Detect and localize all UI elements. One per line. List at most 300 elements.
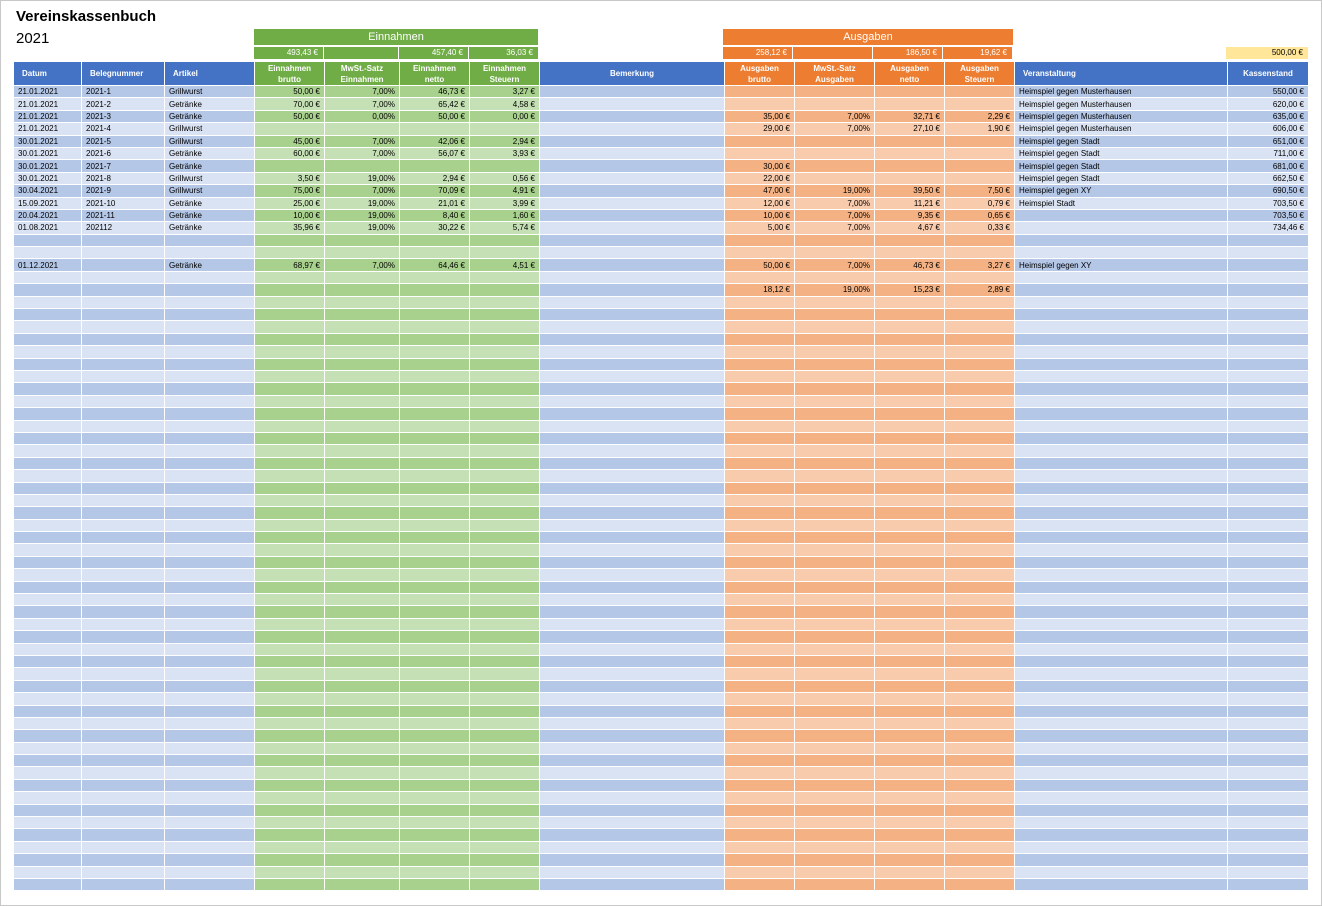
cell-bemerkung[interactable]: [540, 432, 725, 444]
cell-mwst-ausgaben[interactable]: [795, 817, 875, 829]
cell-veranstaltung[interactable]: [1015, 321, 1228, 333]
cell-artikel[interactable]: Grillwurst: [165, 123, 255, 135]
cell-einnahmen-steuern[interactable]: [470, 470, 540, 482]
expense-tax-total[interactable]: 19,62 €: [943, 47, 1012, 59]
cell-artikel[interactable]: [165, 755, 255, 767]
cell-datum[interactable]: [14, 383, 82, 395]
cell-ausgaben-netto[interactable]: [875, 160, 945, 172]
cell-bemerkung[interactable]: [540, 779, 725, 791]
cell-ausgaben-netto[interactable]: [875, 370, 945, 382]
col-header-einnahmen-steuern[interactable]: Einnahmen Steuern: [470, 62, 540, 86]
cell-veranstaltung[interactable]: [1015, 730, 1228, 742]
cell-bemerkung[interactable]: [540, 594, 725, 606]
cell-ausgaben-brutto[interactable]: [725, 556, 795, 568]
cell-einnahmen-steuern[interactable]: [470, 879, 540, 891]
cell-einnahmen-netto[interactable]: [400, 717, 470, 729]
cell-kassenstand[interactable]: [1228, 482, 1309, 494]
cell-einnahmen-netto[interactable]: 30,22 €: [400, 222, 470, 234]
cell-artikel[interactable]: [165, 519, 255, 531]
cell-belegnummer[interactable]: 2021-8: [82, 172, 165, 184]
cell-mwst-ausgaben[interactable]: 19,00%: [795, 284, 875, 296]
cell-einnahmen-netto[interactable]: 8,40 €: [400, 209, 470, 221]
cell-einnahmen-steuern[interactable]: [470, 160, 540, 172]
cell-mwst-einnahmen[interactable]: [325, 829, 400, 841]
cell-artikel[interactable]: [165, 693, 255, 705]
cell-einnahmen-brutto[interactable]: [255, 693, 325, 705]
cell-ausgaben-netto[interactable]: [875, 333, 945, 345]
cell-einnahmen-steuern[interactable]: [470, 494, 540, 506]
cell-bemerkung[interactable]: [540, 556, 725, 568]
cell-belegnummer[interactable]: [82, 792, 165, 804]
cell-kassenstand[interactable]: [1228, 606, 1309, 618]
cell-einnahmen-brutto[interactable]: [255, 705, 325, 717]
cell-ausgaben-steuern[interactable]: [945, 358, 1015, 370]
cell-einnahmen-netto[interactable]: 64,46 €: [400, 259, 470, 271]
cell-ausgaben-netto[interactable]: [875, 321, 945, 333]
cell-mwst-einnahmen[interactable]: [325, 482, 400, 494]
cell-ausgaben-netto[interactable]: [875, 767, 945, 779]
cell-datum[interactable]: [14, 841, 82, 853]
cell-einnahmen-brutto[interactable]: [255, 519, 325, 531]
cell-mwst-einnahmen[interactable]: [325, 792, 400, 804]
cell-einnahmen-steuern[interactable]: [470, 346, 540, 358]
cell-belegnummer[interactable]: [82, 730, 165, 742]
cell-veranstaltung[interactable]: [1015, 507, 1228, 519]
cell-belegnummer[interactable]: 2021-7: [82, 160, 165, 172]
cell-bemerkung[interactable]: [540, 507, 725, 519]
cell-artikel[interactable]: [165, 482, 255, 494]
cell-artikel[interactable]: [165, 866, 255, 878]
cell-ausgaben-brutto[interactable]: [725, 482, 795, 494]
cell-datum[interactable]: [14, 309, 82, 321]
cell-einnahmen-brutto[interactable]: 25,00 €: [255, 197, 325, 209]
cell-veranstaltung[interactable]: [1015, 680, 1228, 692]
cell-ausgaben-brutto[interactable]: [725, 234, 795, 246]
cell-mwst-ausgaben[interactable]: [795, 172, 875, 184]
cell-einnahmen-netto[interactable]: [400, 432, 470, 444]
cell-veranstaltung[interactable]: [1015, 247, 1228, 259]
cell-kassenstand[interactable]: [1228, 705, 1309, 717]
cell-mwst-ausgaben[interactable]: [795, 432, 875, 444]
cell-einnahmen-steuern[interactable]: [470, 866, 540, 878]
cell-veranstaltung[interactable]: [1015, 209, 1228, 221]
cell-datum[interactable]: [14, 482, 82, 494]
cell-mwst-ausgaben[interactable]: [795, 829, 875, 841]
cell-belegnummer[interactable]: [82, 457, 165, 469]
cell-ausgaben-brutto[interactable]: [725, 804, 795, 816]
cell-einnahmen-netto[interactable]: [400, 755, 470, 767]
cell-ausgaben-netto[interactable]: [875, 346, 945, 358]
cell-ausgaben-netto[interactable]: [875, 742, 945, 754]
cell-mwst-einnahmen[interactable]: [325, 321, 400, 333]
cell-mwst-ausgaben[interactable]: [795, 420, 875, 432]
cell-einnahmen-brutto[interactable]: [255, 556, 325, 568]
cell-bemerkung[interactable]: [540, 817, 725, 829]
cell-bemerkung[interactable]: [540, 147, 725, 159]
cell-veranstaltung[interactable]: [1015, 829, 1228, 841]
cell-ausgaben-brutto[interactable]: [725, 358, 795, 370]
cell-datum[interactable]: [14, 717, 82, 729]
col-header-einnahmen-brutto[interactable]: Einnahmen brutto: [255, 62, 325, 86]
cell-mwst-ausgaben[interactable]: [795, 866, 875, 878]
cell-ausgaben-netto[interactable]: 15,23 €: [875, 284, 945, 296]
cell-einnahmen-steuern[interactable]: [470, 730, 540, 742]
cell-einnahmen-brutto[interactable]: [255, 507, 325, 519]
cell-artikel[interactable]: [165, 532, 255, 544]
cell-ausgaben-brutto[interactable]: [725, 346, 795, 358]
cell-mwst-ausgaben[interactable]: 7,00%: [795, 123, 875, 135]
cell-ausgaben-steuern[interactable]: [945, 408, 1015, 420]
cell-ausgaben-netto[interactable]: [875, 98, 945, 110]
cell-belegnummer[interactable]: [82, 470, 165, 482]
cell-einnahmen-brutto[interactable]: 75,00 €: [255, 185, 325, 197]
cell-ausgaben-steuern[interactable]: [945, 631, 1015, 643]
cell-kassenstand[interactable]: [1228, 879, 1309, 891]
cell-ausgaben-brutto[interactable]: 47,00 €: [725, 185, 795, 197]
cell-artikel[interactable]: [165, 792, 255, 804]
cell-ausgaben-steuern[interactable]: [945, 581, 1015, 593]
cell-mwst-einnahmen[interactable]: [325, 817, 400, 829]
cell-veranstaltung[interactable]: [1015, 581, 1228, 593]
cell-artikel[interactable]: Getränke: [165, 259, 255, 271]
cell-einnahmen-netto[interactable]: [400, 309, 470, 321]
cell-ausgaben-steuern[interactable]: [945, 606, 1015, 618]
cell-einnahmen-steuern[interactable]: [470, 271, 540, 283]
cell-mwst-einnahmen[interactable]: [325, 247, 400, 259]
cell-einnahmen-steuern[interactable]: [470, 705, 540, 717]
cell-datum[interactable]: [14, 705, 82, 717]
cell-bemerkung[interactable]: [540, 841, 725, 853]
cell-einnahmen-steuern[interactable]: [470, 123, 540, 135]
cell-ausgaben-brutto[interactable]: [725, 98, 795, 110]
cell-ausgaben-steuern[interactable]: [945, 147, 1015, 159]
cell-artikel[interactable]: Getränke: [165, 110, 255, 122]
cell-veranstaltung[interactable]: Heimspiel Stadt: [1015, 197, 1228, 209]
cell-kassenstand[interactable]: 635,00 €: [1228, 110, 1309, 122]
cell-ausgaben-steuern[interactable]: [945, 321, 1015, 333]
cell-einnahmen-brutto[interactable]: [255, 395, 325, 407]
cell-datum[interactable]: 21.01.2021: [14, 98, 82, 110]
cell-einnahmen-steuern[interactable]: [470, 333, 540, 345]
cell-mwst-einnahmen[interactable]: 19,00%: [325, 222, 400, 234]
cell-datum[interactable]: [14, 581, 82, 593]
cell-einnahmen-brutto[interactable]: [255, 457, 325, 469]
cell-belegnummer[interactable]: [82, 755, 165, 767]
cell-datum[interactable]: [14, 247, 82, 259]
cell-ausgaben-netto[interactable]: [875, 420, 945, 432]
cell-mwst-einnahmen[interactable]: 0,00%: [325, 110, 400, 122]
cell-einnahmen-brutto[interactable]: [255, 581, 325, 593]
cell-ausgaben-brutto[interactable]: [725, 370, 795, 382]
cell-einnahmen-steuern[interactable]: [470, 284, 540, 296]
cell-mwst-ausgaben[interactable]: [795, 135, 875, 147]
cell-ausgaben-netto[interactable]: [875, 655, 945, 667]
cell-datum[interactable]: [14, 271, 82, 283]
cell-datum[interactable]: [14, 358, 82, 370]
cell-einnahmen-steuern[interactable]: [470, 680, 540, 692]
cell-einnahmen-brutto[interactable]: [255, 606, 325, 618]
cell-belegnummer[interactable]: [82, 879, 165, 891]
cell-mwst-ausgaben[interactable]: [795, 730, 875, 742]
cell-ausgaben-brutto[interactable]: [725, 655, 795, 667]
cell-ausgaben-netto[interactable]: [875, 494, 945, 506]
cell-bemerkung[interactable]: [540, 110, 725, 122]
cell-ausgaben-steuern[interactable]: [945, 829, 1015, 841]
cell-artikel[interactable]: [165, 841, 255, 853]
cell-einnahmen-netto[interactable]: [400, 234, 470, 246]
cell-veranstaltung[interactable]: [1015, 420, 1228, 432]
cell-einnahmen-netto[interactable]: [400, 370, 470, 382]
cell-einnahmen-steuern[interactable]: [470, 420, 540, 432]
cell-ausgaben-steuern[interactable]: 0,79 €: [945, 197, 1015, 209]
cell-bemerkung[interactable]: [540, 123, 725, 135]
cell-datum[interactable]: 30.01.2021: [14, 160, 82, 172]
cell-einnahmen-netto[interactable]: [400, 767, 470, 779]
cell-kassenstand[interactable]: [1228, 346, 1309, 358]
cell-ausgaben-steuern[interactable]: [945, 271, 1015, 283]
cell-ausgaben-netto[interactable]: [875, 730, 945, 742]
cell-kassenstand[interactable]: [1228, 470, 1309, 482]
cell-ausgaben-brutto[interactable]: [725, 680, 795, 692]
cell-ausgaben-brutto[interactable]: [725, 296, 795, 308]
cell-mwst-ausgaben[interactable]: [795, 494, 875, 506]
cell-datum[interactable]: [14, 767, 82, 779]
cell-datum[interactable]: [14, 829, 82, 841]
cell-bemerkung[interactable]: [540, 135, 725, 147]
cell-mwst-ausgaben[interactable]: [795, 321, 875, 333]
cell-einnahmen-steuern[interactable]: [470, 668, 540, 680]
cell-belegnummer[interactable]: [82, 370, 165, 382]
cell-ausgaben-brutto[interactable]: [725, 271, 795, 283]
cell-bemerkung[interactable]: [540, 854, 725, 866]
cell-einnahmen-netto[interactable]: [400, 494, 470, 506]
cell-ausgaben-steuern[interactable]: [945, 507, 1015, 519]
cell-artikel[interactable]: [165, 829, 255, 841]
cell-einnahmen-steuern[interactable]: 3,99 €: [470, 197, 540, 209]
cell-einnahmen-brutto[interactable]: [255, 569, 325, 581]
cell-kassenstand[interactable]: 734,46 €: [1228, 222, 1309, 234]
cell-ausgaben-netto[interactable]: [875, 792, 945, 804]
cell-kassenstand[interactable]: [1228, 271, 1309, 283]
cell-bemerkung[interactable]: [540, 370, 725, 382]
cell-ausgaben-brutto[interactable]: [725, 829, 795, 841]
cell-ausgaben-brutto[interactable]: [725, 532, 795, 544]
cell-veranstaltung[interactable]: [1015, 309, 1228, 321]
cell-datum[interactable]: [14, 755, 82, 767]
cell-ausgaben-netto[interactable]: [875, 457, 945, 469]
cell-ausgaben-netto[interactable]: [875, 519, 945, 531]
cell-ausgaben-brutto[interactable]: [725, 333, 795, 345]
cell-einnahmen-netto[interactable]: [400, 668, 470, 680]
cell-ausgaben-steuern[interactable]: [945, 643, 1015, 655]
cell-artikel[interactable]: [165, 383, 255, 395]
cell-mwst-einnahmen[interactable]: [325, 755, 400, 767]
cell-datum[interactable]: [14, 507, 82, 519]
cell-ausgaben-brutto[interactable]: [725, 866, 795, 878]
cell-ausgaben-steuern[interactable]: [945, 135, 1015, 147]
cell-belegnummer[interactable]: [82, 655, 165, 667]
cell-ausgaben-netto[interactable]: 11,21 €: [875, 197, 945, 209]
cell-mwst-einnahmen[interactable]: [325, 655, 400, 667]
cell-einnahmen-brutto[interactable]: [255, 420, 325, 432]
cell-ausgaben-steuern[interactable]: [945, 841, 1015, 853]
cell-einnahmen-steuern[interactable]: [470, 618, 540, 630]
cell-einnahmen-netto[interactable]: [400, 358, 470, 370]
cell-einnahmen-steuern[interactable]: [470, 792, 540, 804]
cell-belegnummer[interactable]: [82, 705, 165, 717]
cell-veranstaltung[interactable]: Heimspiel gegen Stadt: [1015, 172, 1228, 184]
cell-belegnummer[interactable]: [82, 284, 165, 296]
cell-datum[interactable]: [14, 420, 82, 432]
cell-ausgaben-brutto[interactable]: [725, 507, 795, 519]
cell-ausgaben-steuern[interactable]: [945, 370, 1015, 382]
cell-bemerkung[interactable]: [540, 569, 725, 581]
cell-einnahmen-steuern[interactable]: [470, 556, 540, 568]
cell-kassenstand[interactable]: [1228, 408, 1309, 420]
cell-artikel[interactable]: [165, 779, 255, 791]
cell-mwst-einnahmen[interactable]: [325, 841, 400, 853]
cell-einnahmen-brutto[interactable]: [255, 668, 325, 680]
cell-veranstaltung[interactable]: [1015, 804, 1228, 816]
cell-mwst-ausgaben[interactable]: [795, 309, 875, 321]
cell-einnahmen-brutto[interactable]: 10,00 €: [255, 209, 325, 221]
cell-mwst-ausgaben[interactable]: [795, 556, 875, 568]
cell-kassenstand[interactable]: [1228, 420, 1309, 432]
cell-ausgaben-steuern[interactable]: [945, 86, 1015, 98]
cell-kassenstand[interactable]: 703,50 €: [1228, 209, 1309, 221]
cell-einnahmen-brutto[interactable]: [255, 432, 325, 444]
cell-einnahmen-steuern[interactable]: [470, 606, 540, 618]
cell-mwst-ausgaben[interactable]: [795, 594, 875, 606]
cell-einnahmen-steuern[interactable]: 3,93 €: [470, 147, 540, 159]
cell-belegnummer[interactable]: [82, 606, 165, 618]
cell-einnahmen-netto[interactable]: [400, 841, 470, 853]
cell-mwst-ausgaben[interactable]: [795, 383, 875, 395]
cell-einnahmen-netto[interactable]: 65,42 €: [400, 98, 470, 110]
cell-einnahmen-brutto[interactable]: [255, 309, 325, 321]
cell-bemerkung[interactable]: [540, 482, 725, 494]
expense-mwst-total[interactable]: [793, 47, 872, 59]
cell-ausgaben-steuern[interactable]: [945, 879, 1015, 891]
cell-belegnummer[interactable]: [82, 767, 165, 779]
cell-belegnummer[interactable]: [82, 594, 165, 606]
cell-datum[interactable]: [14, 792, 82, 804]
cell-datum[interactable]: [14, 742, 82, 754]
cell-artikel[interactable]: Grillwurst: [165, 135, 255, 147]
cell-ausgaben-steuern[interactable]: [945, 494, 1015, 506]
cell-mwst-ausgaben[interactable]: [795, 705, 875, 717]
cell-datum[interactable]: [14, 655, 82, 667]
cell-belegnummer[interactable]: [82, 445, 165, 457]
cell-bemerkung[interactable]: [540, 296, 725, 308]
cell-ausgaben-steuern[interactable]: [945, 172, 1015, 184]
cell-ausgaben-netto[interactable]: [875, 507, 945, 519]
cell-mwst-einnahmen[interactable]: [325, 742, 400, 754]
cell-veranstaltung[interactable]: [1015, 532, 1228, 544]
cell-ausgaben-brutto[interactable]: [725, 755, 795, 767]
cell-einnahmen-netto[interactable]: [400, 854, 470, 866]
cell-belegnummer[interactable]: [82, 247, 165, 259]
col-header-mwst-einnahmen[interactable]: MwSt.-Satz Einnahmen: [325, 62, 400, 86]
col-header-ausgaben-netto[interactable]: Ausgaben netto: [875, 62, 945, 86]
cell-einnahmen-brutto[interactable]: [255, 829, 325, 841]
cell-veranstaltung[interactable]: [1015, 742, 1228, 754]
cell-bemerkung[interactable]: [540, 321, 725, 333]
cell-mwst-ausgaben[interactable]: [795, 519, 875, 531]
cell-ausgaben-netto[interactable]: [875, 829, 945, 841]
cell-artikel[interactable]: Getränke: [165, 160, 255, 172]
cell-ausgaben-brutto[interactable]: [725, 408, 795, 420]
cell-ausgaben-brutto[interactable]: [725, 817, 795, 829]
cell-einnahmen-netto[interactable]: [400, 408, 470, 420]
cell-ausgaben-netto[interactable]: [875, 86, 945, 98]
cell-ausgaben-steuern[interactable]: [945, 234, 1015, 246]
cell-datum[interactable]: [14, 804, 82, 816]
cell-ausgaben-brutto[interactable]: [725, 779, 795, 791]
cell-ausgaben-brutto[interactable]: [725, 668, 795, 680]
cell-datum[interactable]: [14, 643, 82, 655]
cell-ausgaben-netto[interactable]: [875, 271, 945, 283]
cell-belegnummer[interactable]: [82, 680, 165, 692]
cell-kassenstand[interactable]: [1228, 383, 1309, 395]
cell-datum[interactable]: [14, 680, 82, 692]
cell-einnahmen-steuern[interactable]: [470, 767, 540, 779]
cell-einnahmen-steuern[interactable]: [470, 445, 540, 457]
cell-ausgaben-brutto[interactable]: [725, 470, 795, 482]
cell-artikel[interactable]: Getränke: [165, 209, 255, 221]
cell-ausgaben-netto[interactable]: [875, 532, 945, 544]
cell-bemerkung[interactable]: [540, 804, 725, 816]
cell-kassenstand[interactable]: [1228, 779, 1309, 791]
cell-veranstaltung[interactable]: [1015, 668, 1228, 680]
cell-ausgaben-steuern[interactable]: [945, 98, 1015, 110]
cell-datum[interactable]: 20.04.2021: [14, 209, 82, 221]
cell-bemerkung[interactable]: [540, 271, 725, 283]
cell-artikel[interactable]: [165, 370, 255, 382]
cell-ausgaben-netto[interactable]: [875, 804, 945, 816]
cell-ausgaben-netto[interactable]: [875, 482, 945, 494]
cell-mwst-einnahmen[interactable]: [325, 643, 400, 655]
cell-artikel[interactable]: Getränke: [165, 98, 255, 110]
cell-bemerkung[interactable]: [540, 792, 725, 804]
cell-veranstaltung[interactable]: [1015, 358, 1228, 370]
cell-veranstaltung[interactable]: [1015, 792, 1228, 804]
cell-einnahmen-netto[interactable]: [400, 742, 470, 754]
cell-kassenstand[interactable]: [1228, 680, 1309, 692]
cell-artikel[interactable]: Grillwurst: [165, 86, 255, 98]
cell-einnahmen-brutto[interactable]: [255, 470, 325, 482]
income-mwst-total[interactable]: [324, 47, 398, 59]
cell-ausgaben-netto[interactable]: [875, 693, 945, 705]
cell-bemerkung[interactable]: [540, 879, 725, 891]
cell-einnahmen-steuern[interactable]: [470, 755, 540, 767]
cell-bemerkung[interactable]: [540, 643, 725, 655]
cell-mwst-ausgaben[interactable]: [795, 532, 875, 544]
cell-artikel[interactable]: [165, 395, 255, 407]
cell-ausgaben-steuern[interactable]: [945, 333, 1015, 345]
cell-einnahmen-brutto[interactable]: [255, 532, 325, 544]
cell-ausgaben-netto[interactable]: [875, 383, 945, 395]
cell-bemerkung[interactable]: [540, 197, 725, 209]
cell-ausgaben-steuern[interactable]: [945, 470, 1015, 482]
income-tax-total[interactable]: 36,03 €: [469, 47, 538, 59]
cell-einnahmen-brutto[interactable]: [255, 717, 325, 729]
cell-einnahmen-steuern[interactable]: [470, 432, 540, 444]
cell-kassenstand[interactable]: [1228, 594, 1309, 606]
cell-belegnummer[interactable]: [82, 779, 165, 791]
cell-bemerkung[interactable]: [540, 160, 725, 172]
cell-datum[interactable]: [14, 779, 82, 791]
